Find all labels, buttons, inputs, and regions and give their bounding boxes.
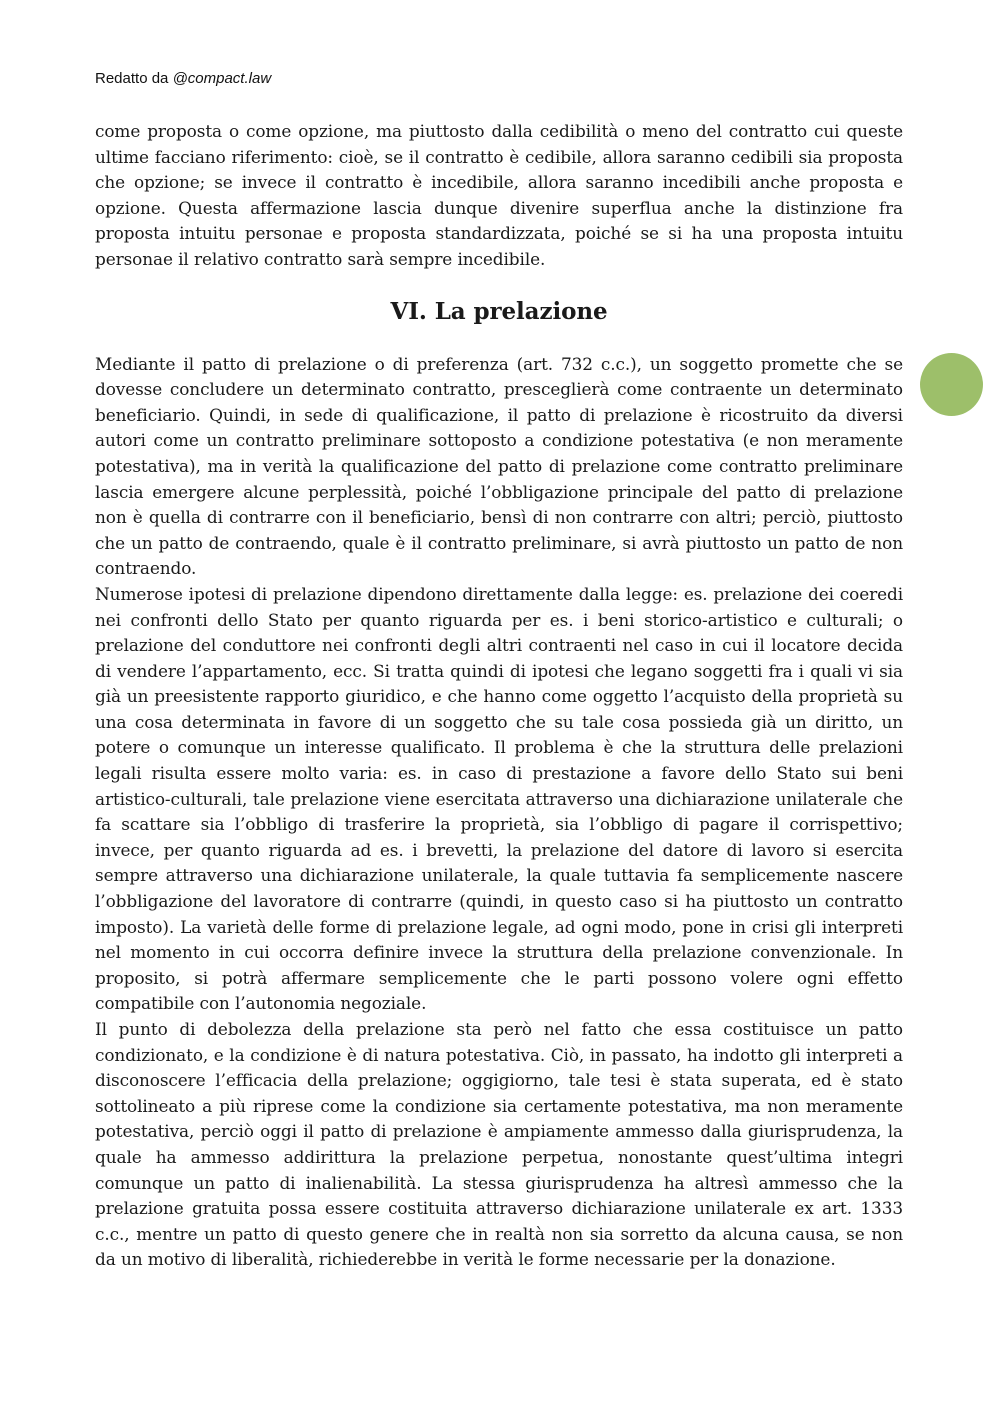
header-handle: @compact.law (172, 70, 272, 87)
page-header (95, 70, 271, 87)
document-body (95, 119, 903, 1273)
green-circle-marker (920, 353, 983, 416)
intro-paragraph: come proposta o come opzione, ma piuttosto dalla cedibilità o meno del contratto cui queste ultime facciano riferimento: cioè, se il contratto è cedibile, allora saranno cedibili sia proposta che opzione; se invece il contratto è incedibile, allora saranno incedibili anche proposta e opzione. Questa affermazione lascia dunque divenire superflua anche la distinzione fra proposta intuitu personae e proposta standardizzata, poiché se si ha una proposta intuitu personae il relativo contratto sarà sempre incedibile. (95, 121, 903, 269)
paragraph-prelazione-debolezza: Il punto di debolezza della prelazione sta però nel fatto che essa costituisce un patto condizionato, e la condizione è di natura potestativa. Ciò, in passato, ha indotto gli interpreti a disconoscere l’efficacia della prelazione; oggigiorno, tale tesi è stata superata, ed è stato sottolineato a più riprese come la condizione sia certamente potestativa, ma non meramente potestativa, perciò oggi il patto di prelazione è ampiamente ammesso dalla giurisprudenza, la quale ha ammesso addirittura la prelazione perpetua, nonostante quest’ultima integri comunque un patto di inalienabilità. La stessa giurisprudenza ha altresì ammesso che la prelazione gratuita possa essere costituita attraverso dichiarazione unilaterale ex art. 1333 c.c., mentre un patto di questo genere che in realtà non sia sorretto da alcuna causa, se non da un motivo di liberalità, richiederebbe in verità le forme necessarie per la donazione. (95, 1019, 903, 1270)
section-title: VI. La prelazione (390, 297, 608, 325)
header-prefix: Redatto da (95, 70, 173, 87)
paragraph-prelazione-definition: Mediante il patto di prelazione o di preferenza (art. 732 c.c.), un soggetto promette che se dovesse concludere un determinato contratto, presceglierà come contraente un determinato beneficiario. Quindi, in sede di qualificazione, il patto di prelazione è ricostruito da diversi autori come un contratto preliminare sottoposto a condizione potestativa (e non meramente potestativa), ma in verità la qualificazione del patto di prelazione come contratto preliminare lascia emergere alcune perplessità, poiché l’obbligazione principale del patto di prelazione non è quella di contrarre con il beneficiario, bensì di non contrarre con altri; perciò, piuttosto che un patto de contraendo, quale è il contratto preliminare, si avrà piuttosto un patto de non contraendo. (95, 353, 903, 579)
paragraph-prelazione-legale: Numerose ipotesi di prelazione dipendono direttamente dalla legge: es. prelazione dei coeredi nei confronti dello Stato per quanto riguarda per es. i beni storico-artistico e culturali; o prelazione del conduttore nei confronti degli altri contraenti nel caso in cui il locatore decida di vendere l’appartamento, ecc. Si tratta quindi di ipotesi che legano soggetti fra i quali vi sia già un preesistente rapporto giuridico, e che hanno come oggetto l’acquisto della proprietà su una cosa determinata in favore di un soggetto che su tale cosa possieda già un diritto, un potere o comunque un interesse qualificato. Il problema è che la struttura delle prelazioni legali risulta essere molto varia: es. in caso di prestazione a favore dello Stato sui beni artistico-culturali, tale prelazione viene esercitata attraverso una dichiarazione unilaterale che fa scattare sia l’obbligo di trasferire la proprietà, sia l’obbligo di pagare il corrispettivo; invece, per quanto riguarda ad es. i brevetti, la prelazione del datore di lavoro si esercita sempre attraverso una dichiarazione unilaterale, la quale tuttavia fa semplicemente nascere l’obbligazione del lavoratore di contrarre (quindi, in questo caso si ha piuttosto un contratto imposto). La varietà delle forme di prelazione legale, ad ogni modo, pone in crisi gli interpreti nel momento in cui occorra definire invece la struttura della prelazione convenzionale. In proposito, si potrà affermare semplicemente che le parti possono volere ogni effetto compatibile con l’autonomia negoziale. (95, 583, 903, 1014)
